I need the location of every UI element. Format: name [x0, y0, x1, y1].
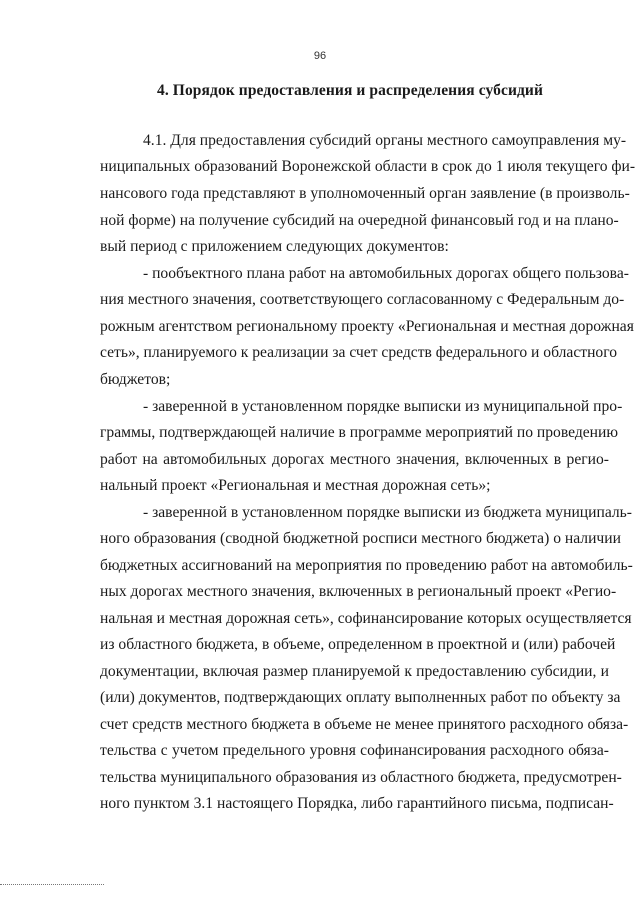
text-line: счет средств местного бюджета в объеме не менее принятого расходного обяза- — [100, 716, 629, 733]
text-line: тельства муниципального образования из областного бюджета, предусмотрен- — [100, 769, 622, 786]
text-line: нальный проект «Региональная и местная дорожная сеть»; — [100, 477, 491, 494]
page-number: 96 — [313, 50, 327, 62]
text-line: - заверенной в установленном порядке выписки из бюджета муниципаль- — [143, 504, 632, 521]
text-line: нальная и местная дорожная сеть», софинансирование которых осуществляется — [100, 610, 632, 627]
text-line: из областного бюджета, в объеме, определенном в проектной и (или) рабочей — [100, 636, 616, 653]
section-heading: 4. Порядок предоставления и распределения субсидий — [156, 82, 543, 99]
text-line: рожным агентством региональному проекту «Региональная и местная дорожная — [100, 318, 634, 335]
text-line: бюджетных ассигнований на мероприятия по проведению работ на автомобиль- — [100, 557, 633, 574]
text-line: ного пунктом 3.1 настоящего Порядка, либо гарантийного письма, подписан- — [100, 795, 614, 812]
text-line: граммы, подтверждающей наличие в программе мероприятий по проведению — [100, 424, 619, 441]
text-line: работ на автомобильных дорогах местного значения, включенных в регио- — [100, 451, 609, 468]
text-line: тельства с учетом предельного уровня софинансирования расходного обяза- — [100, 742, 609, 759]
text-line: ния местного значения, соответствующего согласованному с Федеральным до- — [100, 291, 625, 308]
text-line: 4.1. Для предоставления субсидий органы местного самоуправления му- — [143, 132, 627, 149]
text-line: нансового года представляют в уполномоченный орган заявление (в произволь- — [100, 185, 630, 202]
text-line: сеть», планируемого к реализации за счет средств федерального и областного — [100, 344, 618, 361]
text-line: (или) документов, подтверждающих оплату выполненных работ по объекту за — [100, 689, 621, 706]
text-line: ных дорогах местного значения, включенных в региональный проект «Регио- — [100, 583, 617, 600]
text-line: ного образования (сводной бюджетной росписи местного бюджета) о наличии — [100, 530, 621, 547]
text-line: бюджетов; — [100, 371, 171, 388]
text-line: - пообъектного плана работ на автомобильных дорогах общего пользова- — [143, 265, 629, 282]
footer-rule — [0, 884, 104, 885]
text-line: - заверенной в установленном порядке выписки из муниципальной про- — [143, 398, 623, 415]
text-line: ной форме) на получение субсидий на очередной финансовый год и на плано- — [100, 212, 619, 229]
text-line: документации, включая размер планируемой к предоставлению субсидии, и — [100, 663, 609, 680]
text-line: ниципальных образований Воронежской области в срок до 1 июля текущего фи- — [100, 158, 636, 175]
text-line: вый период с приложением следующих документов: — [100, 238, 449, 255]
